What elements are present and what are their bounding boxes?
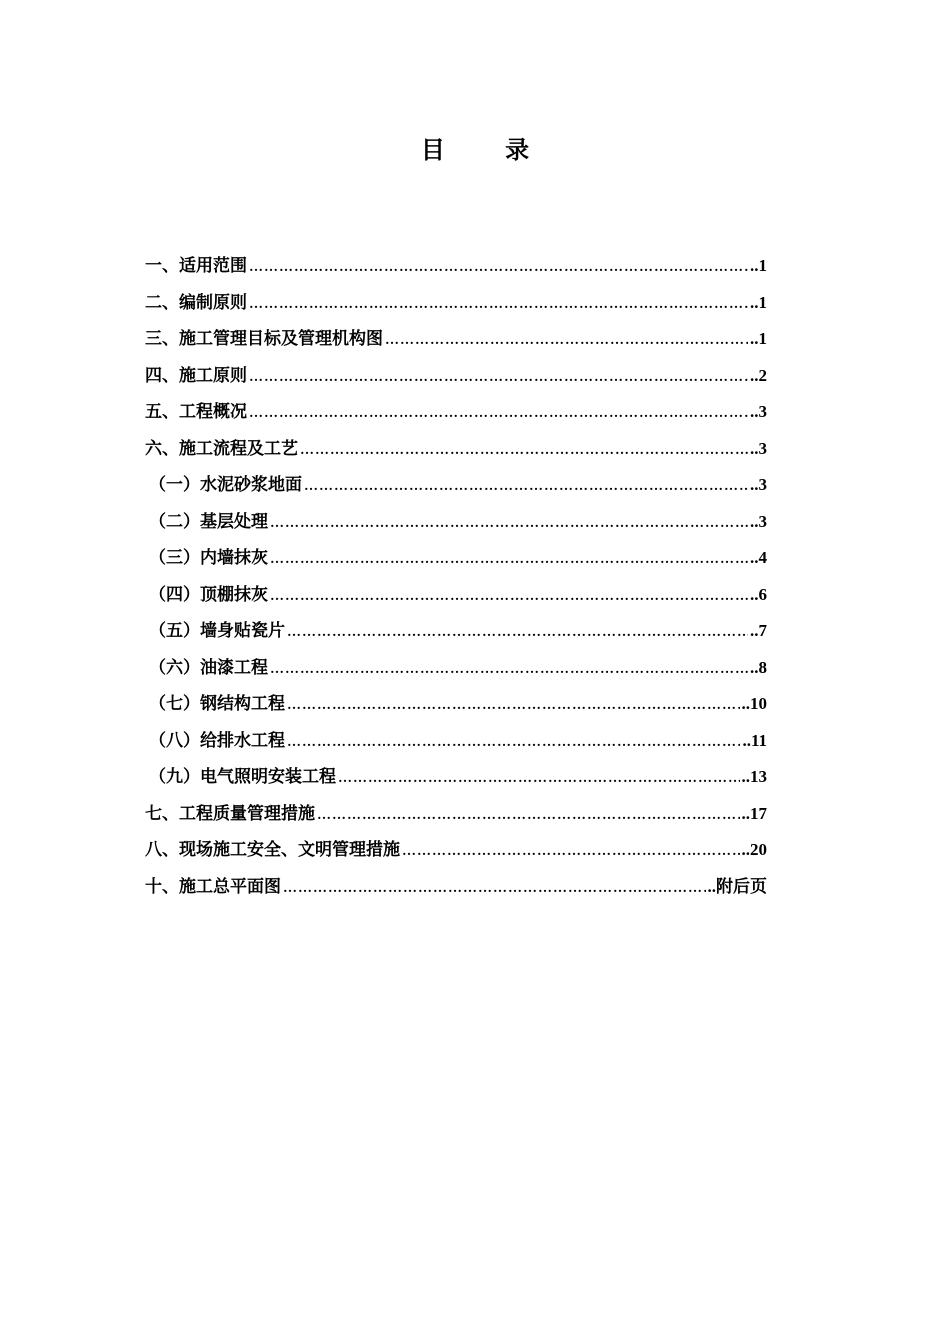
toc-entry-page: ..1 — [750, 329, 767, 348]
toc-entry-page: ..附后页 — [707, 876, 767, 896]
toc-entry-label: 二、编制原则 — [145, 292, 247, 313]
toc-dot-leader — [283, 871, 706, 908]
toc-entry[interactable] — [145, 613, 767, 650]
toc-entry-label: （五）墙身贴瓷片 — [149, 621, 285, 641]
toc-entry-label: 一、适用范围 — [145, 256, 247, 276]
toc-entry[interactable] — [145, 248, 767, 285]
toc-entry[interactable] — [145, 394, 767, 431]
toc-entry[interactable] — [145, 431, 767, 468]
toc-entry-label: 十、施工总平面图 — [145, 876, 281, 897]
toc-dot-leader — [270, 579, 748, 616]
toc-dot-leader — [287, 615, 748, 652]
toc-entry-label: 五、工程概况 — [145, 402, 247, 422]
toc-entry[interactable] — [145, 467, 767, 504]
table-of-contents — [145, 248, 767, 905]
toc-entry-page: ..20 — [741, 840, 767, 859]
toc-dot-leader — [317, 798, 740, 835]
toc-entry[interactable] — [145, 504, 767, 541]
toc-entry[interactable] — [145, 321, 767, 358]
toc-entry-label: 三、施工管理目标及管理机构图 — [145, 329, 383, 349]
toc-entry-page: ..3 — [750, 511, 767, 531]
toc-entry-label: （八）给排水工程 — [149, 730, 285, 751]
page-title: 目 录 — [420, 135, 556, 164]
toc-entry[interactable] — [145, 358, 767, 395]
toc-entry-label: 四、施工原则 — [145, 365, 247, 386]
toc-entry-label: 六、施工流程及工艺 — [145, 438, 298, 459]
toc-dot-leader — [402, 834, 740, 871]
toc-dot-leader — [249, 396, 748, 433]
toc-entry-page: ..2 — [750, 365, 767, 385]
toc-entry-page: ..17 — [741, 803, 767, 823]
toc-dot-leader — [249, 360, 748, 397]
toc-dot-leader — [287, 688, 740, 725]
toc-entry-label: 七、工程质量管理措施 — [145, 803, 315, 824]
toc-entry-label: （六）油漆工程 — [149, 657, 268, 678]
toc-entry-page: ..4 — [750, 548, 767, 567]
toc-dot-leader — [385, 323, 748, 360]
toc-entry-page: ..7 — [750, 621, 767, 640]
toc-entry-label: （三）内墙抹灰 — [149, 548, 268, 568]
toc-dot-leader — [338, 761, 740, 798]
toc-dot-leader — [270, 542, 748, 579]
toc-dot-leader — [287, 725, 740, 762]
toc-entry[interactable] — [145, 686, 767, 723]
toc-entry-page: ..11 — [742, 730, 767, 750]
toc-entry-page: ..6 — [750, 584, 767, 604]
toc-entry-label: （二）基层处理 — [149, 511, 268, 532]
toc-entry[interactable] — [145, 650, 767, 687]
toc-dot-leader — [300, 433, 748, 470]
toc-entry-page: ..1 — [750, 292, 767, 312]
toc-dot-leader — [249, 250, 748, 287]
toc-entry-page: ..3 — [750, 475, 767, 494]
toc-entry[interactable] — [145, 285, 767, 322]
toc-entry-page: ..8 — [750, 657, 767, 677]
toc-entry-label: （九）电气照明安装工程 — [149, 767, 336, 787]
toc-entry[interactable] — [145, 759, 767, 796]
toc-dot-leader — [270, 652, 748, 689]
toc-entry[interactable] — [145, 577, 767, 614]
toc-entry-label: （四）顶棚抹灰 — [149, 584, 268, 605]
toc-dot-leader — [270, 506, 748, 543]
toc-entry-page: ..13 — [741, 767, 767, 786]
toc-entry[interactable] — [145, 832, 767, 869]
toc-entry-label: （一）水泥砂浆地面 — [149, 475, 302, 495]
toc-entry[interactable] — [145, 796, 767, 833]
toc-entry-label: （七）钢结构工程 — [149, 694, 285, 714]
toc-entry-page: ..3 — [750, 438, 767, 458]
toc-entry-label: 八、现场施工安全、文明管理措施 — [145, 840, 400, 860]
toc-entry-page: ..3 — [750, 402, 767, 421]
toc-entry-page: ..1 — [750, 256, 767, 275]
toc-entry[interactable] — [145, 723, 767, 760]
toc-entry[interactable] — [145, 540, 767, 577]
toc-dot-leader — [304, 469, 748, 506]
toc-entry[interactable] — [145, 869, 767, 906]
toc-dot-leader — [249, 287, 748, 324]
toc-entry-page: ..10 — [741, 694, 767, 713]
